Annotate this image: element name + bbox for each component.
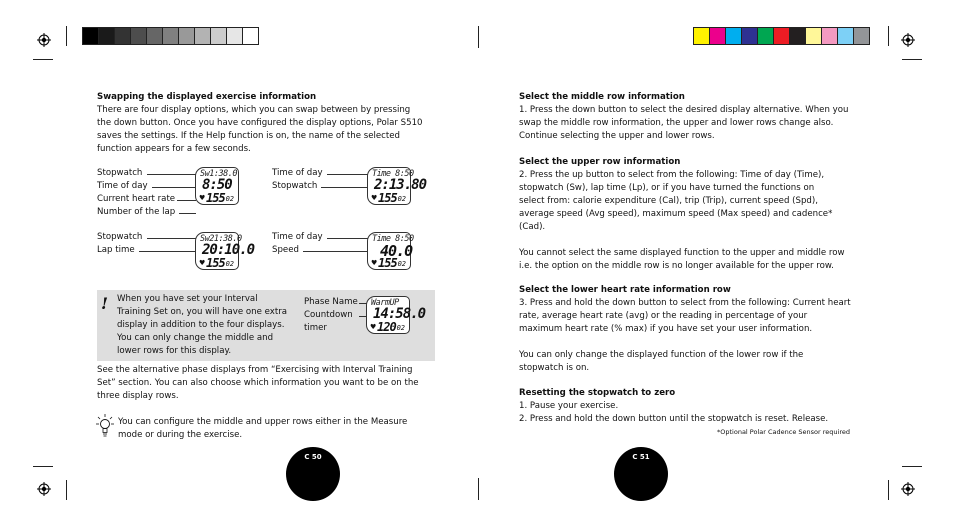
registration-mark-icon [37, 482, 51, 496]
lower-row-note: You can only change the displayed function of the lower row if the stopwatch is on. [519, 350, 804, 373]
color-swatch [226, 27, 243, 45]
left-heading: Swapping the displayed exercise information [97, 92, 317, 102]
footnote: *Optional Polar Cadence Sensor required [717, 428, 850, 436]
color-swatch [789, 27, 806, 45]
watch-display: Time 8:50 2:13.80 155 02 ♥ [367, 167, 411, 205]
section-middle-row: Select the middle row information 1. Press the down button to select the desired display alternative. When you swap the middle row information, the upper and lower rows change also. Continue selecting the upper and lower rows. [519, 92, 849, 141]
color-swatch [725, 27, 742, 45]
note-text: When you have set your Interval Training Set on, you will have one extra display in addition to the four displays. You can only change the middle and lower rows for this display. [117, 294, 288, 356]
watch-display: Time 8:50 40.0 155 02 ♥ [367, 232, 411, 270]
phase-labels: Phase Name Countdown timer [304, 297, 358, 333]
registration-mark-icon [901, 482, 915, 496]
heart-icon: ♥ [371, 194, 378, 202]
left-after-note: See the alternative phase displays from “Exercising with Interval Training Set” section. You can also choose which information you want to be on the three display rows. [97, 365, 419, 401]
color-swatch [805, 27, 822, 45]
page-number-left: C 50 [286, 447, 340, 501]
upper-middle-note: You cannot select the same displayed function to the upper and middle row i.e. the option on the middle row is no longer available for the upper row. [519, 248, 845, 271]
left-intro: There are four display options, which you can swap between by pressing the down button. Once you have configured the display options, Polar S510 saves the settings. If the Help function is on, the name of the selected function appears for a few seconds. [97, 105, 423, 154]
color-swatch [82, 27, 99, 45]
color-swatch [98, 27, 115, 45]
color-swatch [773, 27, 790, 45]
color-swatch [693, 27, 710, 45]
heart-icon: ♥ [199, 259, 206, 267]
section-upper-row: Select the upper row information 2. Press the up button to select from the following: Time of day (Time), stopwatch (Sw), lap time (Lp), or if you have turned the functions on select from: calorie expenditure (Cal), trip (Trip), current speed (Spd), average speed (Avg speed), maximum speed (Max speed) and cadence* (Cad). [519, 157, 833, 232]
exclamation-icon: ! [101, 294, 109, 313]
color-swatch [130, 27, 147, 45]
section-lower-row: Select the lower heart rate information row 3. Press and hold the down button to select from the following: Current heart rate, average heart rate (avg) or the reading in percentage of your maximum heart rate (% max) if you have set your user information. [519, 285, 851, 334]
lightbulb-icon [93, 413, 117, 439]
tip-text: You can configure the middle and upper rows either in the Measure mode or during the exercise. [118, 417, 408, 440]
watch-display: WarmUP 14:58.0 120 02 ♥ [366, 296, 410, 334]
color-swatch [757, 27, 774, 45]
color-swatch [837, 27, 854, 45]
color-swatch [146, 27, 163, 45]
section-reset-stopwatch: Resetting the stopwatch to zero 1. Pause your exercise. 2. Press and hold the down button until the stopwatch is reset. Release. [519, 388, 829, 424]
color-swatch [194, 27, 211, 45]
color-swatch [162, 27, 179, 45]
watch-display: Sw21:38.0 20:10.0 155 02 ♥ [195, 232, 239, 270]
page-number-right: C 51 [614, 447, 668, 501]
color-swatch [210, 27, 227, 45]
note-box [97, 290, 435, 361]
color-swatch [114, 27, 131, 45]
registration-mark-icon [37, 33, 51, 47]
heart-icon: ♥ [370, 323, 377, 331]
right-column [519, 91, 851, 426]
color-swatch [178, 27, 195, 45]
heart-icon: ♥ [199, 194, 206, 202]
color-swatch [709, 27, 726, 45]
color-swatch [821, 27, 838, 45]
color-swatch [853, 27, 870, 45]
color-swatch [741, 27, 758, 45]
registration-mark-icon [901, 33, 915, 47]
watch-display: Sw1:38.0 8:50 155 02 ♥ [195, 167, 239, 205]
color-swatch [242, 27, 259, 45]
heart-icon: ♥ [371, 259, 378, 267]
